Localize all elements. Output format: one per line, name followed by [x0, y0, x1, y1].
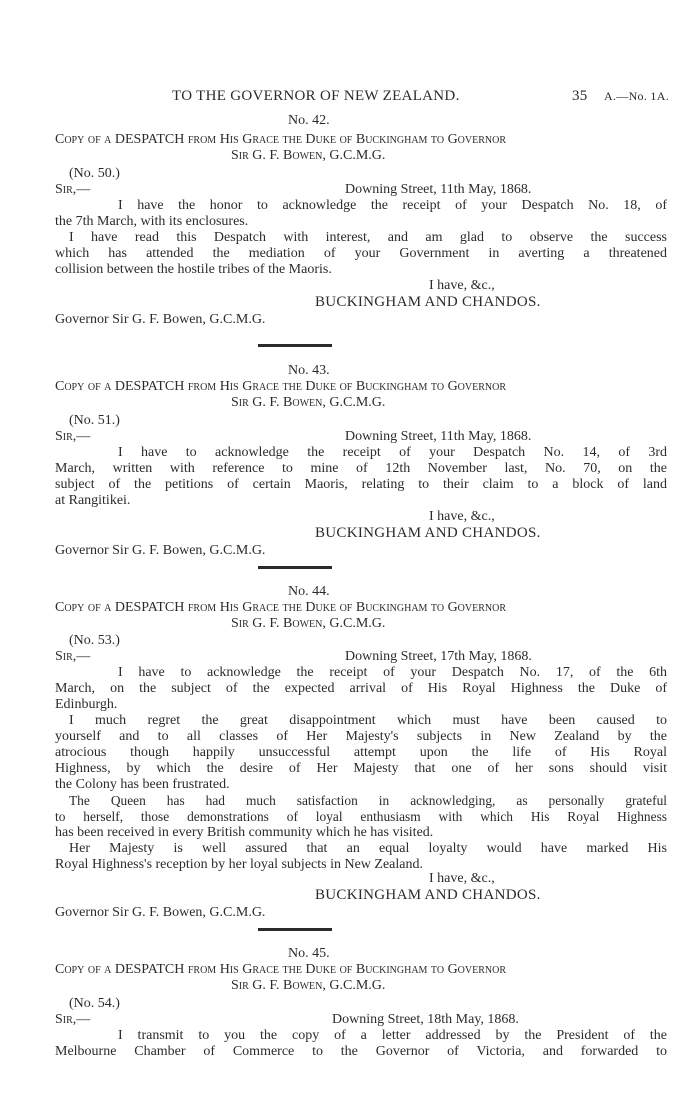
body-line: Edinburgh. [55, 697, 118, 712]
despatch-heading: Copy of a DESPATCH from His Grace the Duke of Buckingham to Governor [55, 379, 507, 394]
closing: I have, &c., [429, 278, 495, 293]
salutation: Sir,— [55, 649, 91, 664]
body-line: Royal Highness's reception by her loyal subjects in New Zealand. [55, 857, 423, 872]
addressee: Governor Sir G. F. Bowen, G.C.M.G. [55, 543, 266, 558]
despatch-recipient: Sir G. F. Bowen, G.C.M.G. [231, 978, 386, 993]
addressee: Governor Sir G. F. Bowen, G.C.M.G. [55, 905, 266, 920]
body-line: I have the honor to acknowledge the receipt of your Despatch No. 18, of [118, 198, 667, 213]
body-line: the Colony has been frustrated. [55, 777, 230, 792]
body-line: subject of the petitions of certain Maoris, relating to their claim to a block of land [55, 477, 667, 492]
despatch-ref: (No. 53.) [69, 633, 120, 648]
section-divider [258, 344, 332, 347]
despatch-recipient: Sir G. F. Bowen, G.C.M.G. [231, 148, 386, 163]
despatch-number: No. 42. [288, 113, 330, 128]
despatch-recipient: Sir G. F. Bowen, G.C.M.G. [231, 395, 386, 410]
dateline: Downing Street, 11th May, 1868. [345, 429, 532, 444]
page-number: 35 [572, 88, 588, 104]
signature: BUCKINGHAM AND CHANDOS. [315, 294, 541, 310]
despatch-heading: Copy of a DESPATCH from His Grace the Duke of Buckingham to Governor [55, 962, 507, 977]
body-line: March, on the subject of the expected arrival of His Royal Highness the Duke of [55, 681, 667, 696]
addressee: Governor Sir G. F. Bowen, G.C.M.G. [55, 312, 266, 327]
despatch-number: No. 45. [288, 946, 330, 961]
body-line: I have read this Despatch with interest, and am glad to observe the success [69, 230, 667, 245]
dateline: Downing Street, 11th May, 1868. [345, 182, 532, 197]
section-divider [258, 928, 332, 931]
despatch-number: No. 43. [288, 363, 330, 378]
body-line: I much regret the great disappointment which must have been caused to [69, 713, 667, 728]
despatch-heading: Copy of a DESPATCH from His Grace the Duke of Buckingham to Governor [55, 600, 507, 615]
body-line: atrocious though happily unsuccessful attempt upon the life of His Royal [55, 745, 667, 760]
signature: BUCKINGHAM AND CHANDOS. [315, 887, 541, 903]
body-line: at Rangitikei. [55, 493, 131, 508]
despatch-recipient: Sir G. F. Bowen, G.C.M.G. [231, 616, 386, 631]
dateline: Downing Street, 18th May, 1868. [332, 1012, 519, 1027]
body-line: The Queen has had much satisfaction in acknowledging, as personally grateful [69, 793, 667, 808]
body-line: has been received in every British community which he has visited. [55, 825, 434, 840]
body-line: March, written with reference to mine of 12th November last, No. 70, on the [55, 461, 667, 476]
signature: BUCKINGHAM AND CHANDOS. [315, 525, 541, 541]
closing: I have, &c., [429, 509, 495, 524]
body-line: Highness, by which the desire of Her Majesty that one of her sons should visit [55, 761, 667, 776]
dateline: Downing Street, 17th May, 1868. [345, 649, 532, 664]
despatch-ref: (No. 54.) [69, 996, 120, 1011]
body-line: to herself, those demonstrations of loyal enthusiasm with which His Royal Highness [55, 809, 667, 824]
despatch-ref: (No. 51.) [69, 413, 120, 428]
body-line: the 7th March, with its enclosures. [55, 214, 249, 229]
salutation: Sir,— [55, 1012, 91, 1027]
body-line: I have to acknowledge the receipt of your Despatch No. 14, of 3rd [118, 445, 667, 460]
salutation: Sir,— [55, 182, 91, 197]
salutation: Sir,— [55, 429, 91, 444]
section-divider [258, 566, 332, 569]
running-header [0, 88, 700, 108]
body-line: which has attended the mediation of your Government in averting a threatened [55, 246, 667, 261]
closing: I have, &c., [429, 871, 495, 886]
body-line: yourself and to all classes of Her Majesty's subjects in New Zealand by the [55, 729, 667, 744]
header-title: TO THE GOVERNOR OF NEW ZEALAND. [172, 88, 460, 104]
body-line: Melbourne Chamber of Commerce to the Governor of Victoria, and forwarded to [55, 1044, 667, 1059]
body-line: Her Majesty is well assured that an equal loyalty would have marked His [69, 841, 667, 856]
despatch-ref: (No. 50.) [69, 166, 120, 181]
body-line: I transmit to you the copy of a letter addressed by the President of the [118, 1028, 667, 1043]
body-line: I have to acknowledge the receipt of your Despatch No. 17, of the 6th [118, 665, 667, 680]
despatch-number: No. 44. [288, 584, 330, 599]
paper-code: A.—No. 1A. [604, 89, 669, 103]
despatch-heading: Copy of a DESPATCH from His Grace the Duke of Buckingham to Governor [55, 132, 507, 147]
body-line: collision between the hostile tribes of the Maoris. [55, 262, 332, 277]
